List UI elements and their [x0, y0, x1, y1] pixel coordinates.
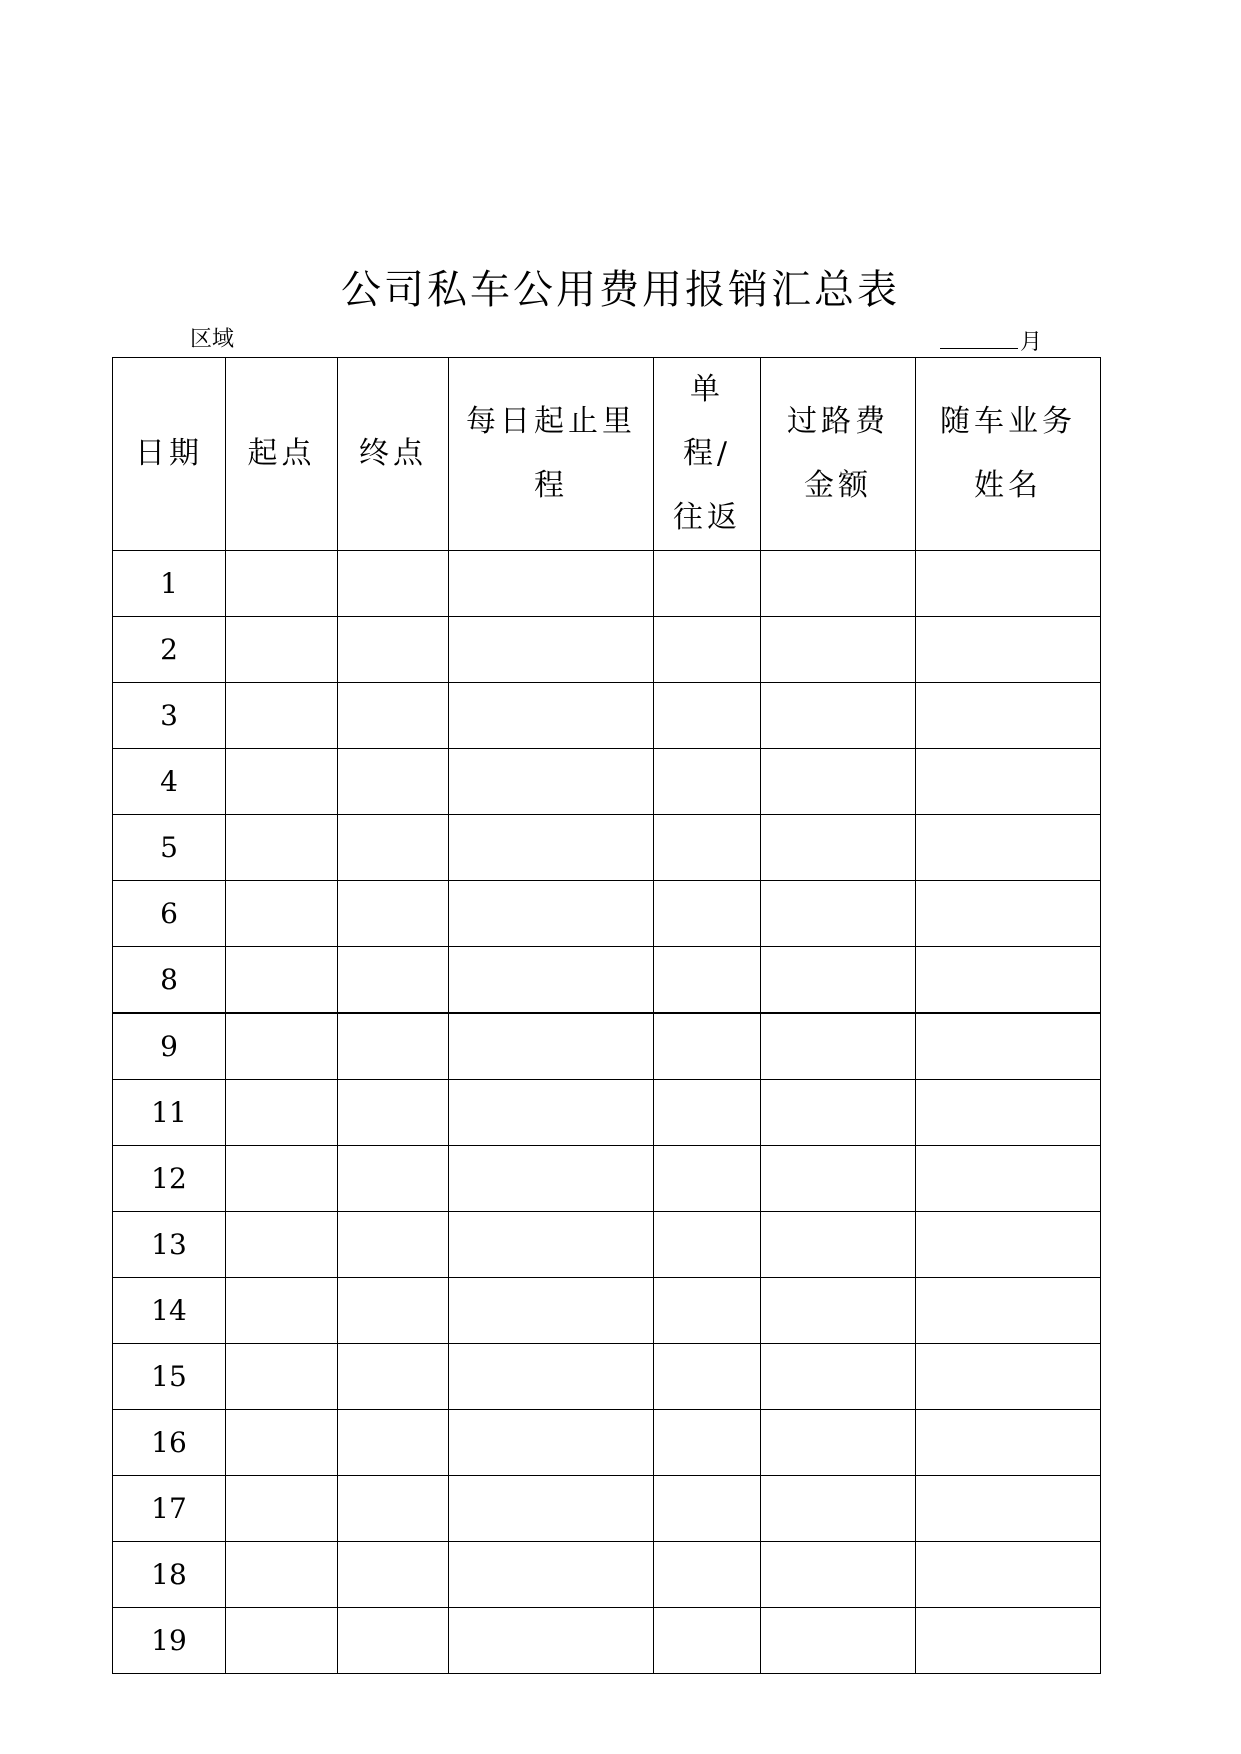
cell-trip-type[interactable] — [654, 1278, 761, 1344]
cell-end[interactable] — [338, 1410, 449, 1476]
cell-start[interactable] — [226, 1476, 338, 1542]
cell-start[interactable] — [226, 551, 338, 617]
cell-start[interactable] — [226, 1080, 338, 1146]
cell-staff[interactable] — [916, 1278, 1101, 1344]
row-date-cell: 18 — [113, 1542, 226, 1608]
cell-staff[interactable] — [916, 1344, 1101, 1410]
table-row — [113, 749, 1101, 815]
cell-toll[interactable] — [761, 1542, 916, 1608]
cell-end[interactable] — [338, 551, 449, 617]
table-row — [113, 1476, 1101, 1542]
cell-trip-type[interactable] — [654, 749, 761, 815]
table-row — [113, 683, 1101, 749]
row-date-cell: 3 — [113, 683, 226, 749]
page-title: 公司私车公用费用报销汇总表 — [341, 267, 900, 313]
cell-staff[interactable] — [916, 1080, 1101, 1146]
table-row — [113, 1080, 1101, 1146]
row-date-cell: 9 — [113, 1013, 226, 1080]
cell-mileage[interactable] — [449, 551, 654, 617]
cell-staff[interactable] — [916, 551, 1101, 617]
cell-trip-type[interactable] — [654, 1410, 761, 1476]
cell-start[interactable] — [226, 1146, 338, 1212]
cell-trip-type[interactable] — [654, 683, 761, 749]
cell-toll[interactable] — [761, 947, 916, 1014]
cell-staff[interactable] — [916, 1476, 1101, 1542]
table-row — [113, 1410, 1101, 1476]
cell-trip-type[interactable] — [654, 1608, 761, 1674]
cell-toll[interactable] — [761, 1608, 916, 1674]
cell-staff[interactable] — [916, 815, 1101, 881]
cell-start[interactable] — [226, 1212, 338, 1278]
cell-staff[interactable] — [916, 881, 1101, 947]
cell-mileage[interactable] — [449, 1013, 654, 1080]
cell-end[interactable] — [338, 1278, 449, 1344]
table-row — [113, 815, 1101, 881]
row-date-cell: 12 — [113, 1146, 226, 1212]
cell-end[interactable] — [338, 683, 449, 749]
table-row — [113, 1212, 1101, 1278]
month-label: 月 — [1020, 330, 1043, 355]
table-row — [113, 1542, 1101, 1608]
cell-toll[interactable] — [761, 1146, 916, 1212]
cell-mileage[interactable] — [449, 1344, 654, 1410]
cell-trip-type[interactable] — [654, 815, 761, 881]
cell-trip-type[interactable] — [654, 551, 761, 617]
cell-start[interactable] — [226, 1013, 338, 1080]
table-row — [113, 1146, 1101, 1212]
cell-staff[interactable] — [916, 1608, 1101, 1674]
cell-mileage[interactable] — [449, 1278, 654, 1344]
cell-toll[interactable] — [761, 1212, 916, 1278]
header-staff: 随车业务姓名 — [916, 358, 1101, 551]
cell-end[interactable] — [338, 1608, 449, 1674]
row-date-cell: 8 — [113, 947, 226, 1014]
row-date-cell: 1 — [113, 551, 226, 617]
cell-trip-type[interactable] — [654, 881, 761, 947]
row-date-cell: 14 — [113, 1278, 226, 1344]
row-date-cell: 19 — [113, 1608, 226, 1674]
cell-mileage[interactable] — [449, 1212, 654, 1278]
header-trip-type: 单程/往返 — [654, 358, 761, 551]
cell-end[interactable] — [338, 1476, 449, 1542]
cell-toll[interactable] — [761, 1410, 916, 1476]
cell-staff[interactable] — [916, 947, 1101, 1014]
row-date-cell: 15 — [113, 1344, 226, 1410]
cell-mileage[interactable] — [449, 947, 654, 1014]
cell-toll[interactable] — [761, 617, 916, 683]
cell-mileage[interactable] — [449, 617, 654, 683]
table-row — [113, 1608, 1101, 1674]
cell-start[interactable] — [226, 1542, 338, 1608]
cell-mileage[interactable] — [449, 1476, 654, 1542]
cell-trip-type[interactable] — [654, 617, 761, 683]
cell-mileage[interactable] — [449, 815, 654, 881]
cell-staff[interactable] — [916, 1542, 1101, 1608]
cell-end[interactable] — [338, 881, 449, 947]
row-date-cell: 2 — [113, 617, 226, 683]
cell-end[interactable] — [338, 815, 449, 881]
cell-trip-type[interactable] — [654, 1542, 761, 1608]
row-date-cell: 11 — [113, 1080, 226, 1146]
cell-end[interactable] — [338, 1146, 449, 1212]
cell-trip-type[interactable] — [654, 1013, 761, 1080]
cell-toll[interactable] — [761, 815, 916, 881]
cell-start[interactable] — [226, 1410, 338, 1476]
cell-mileage[interactable] — [449, 1146, 654, 1212]
cell-staff[interactable] — [916, 617, 1101, 683]
cell-staff[interactable] — [916, 1146, 1101, 1212]
cell-end[interactable] — [338, 617, 449, 683]
header-end: 终点 — [338, 358, 449, 551]
table-row — [113, 1344, 1101, 1410]
region-label: 区域 — [190, 327, 235, 352]
cell-toll[interactable] — [761, 683, 916, 749]
cell-mileage[interactable] — [449, 1080, 654, 1146]
cell-trip-type[interactable] — [654, 1080, 761, 1146]
cell-mileage[interactable] — [449, 1608, 654, 1674]
cell-end[interactable] — [338, 749, 449, 815]
month-field — [940, 326, 1042, 357]
cell-toll[interactable] — [761, 1344, 916, 1410]
cell-trip-type[interactable] — [654, 1212, 761, 1278]
cell-trip-type[interactable] — [654, 1476, 761, 1542]
cell-end[interactable] — [338, 1013, 449, 1080]
table-row — [113, 617, 1101, 683]
cell-toll[interactable] — [761, 1080, 916, 1146]
cell-end[interactable] — [338, 1212, 449, 1278]
header-start: 起点 — [226, 358, 338, 551]
cell-trip-type[interactable] — [654, 1344, 761, 1410]
cell-end[interactable] — [338, 1344, 449, 1410]
cell-staff[interactable] — [916, 1013, 1101, 1080]
row-date-cell: 4 — [113, 749, 226, 815]
cell-toll[interactable] — [761, 1013, 916, 1080]
row-date-cell: 6 — [113, 881, 226, 947]
header-toll: 过路费金额 — [761, 358, 916, 551]
cell-mileage[interactable] — [449, 749, 654, 815]
cell-start[interactable] — [226, 1344, 338, 1410]
cell-start[interactable] — [226, 617, 338, 683]
table-row — [113, 1278, 1101, 1344]
header-date: 日期 — [113, 358, 226, 551]
row-date-cell: 5 — [113, 815, 226, 881]
cell-staff[interactable] — [916, 749, 1101, 815]
row-date-cell: 13 — [113, 1212, 226, 1278]
row-date-cell: 16 — [113, 1410, 226, 1476]
header-row — [113, 358, 1101, 551]
expense-table — [112, 357, 1101, 1674]
cell-staff[interactable] — [916, 1212, 1101, 1278]
cell-start[interactable] — [226, 815, 338, 881]
table-row — [113, 881, 1101, 947]
row-date-cell: 17 — [113, 1476, 226, 1542]
month-input-line[interactable] — [940, 326, 1018, 349]
cell-mileage[interactable] — [449, 1410, 654, 1476]
cell-toll[interactable] — [761, 1278, 916, 1344]
cell-start[interactable] — [226, 683, 338, 749]
cell-staff[interactable] — [916, 1410, 1101, 1476]
cell-start[interactable] — [226, 749, 338, 815]
cell-start[interactable] — [226, 1608, 338, 1674]
cell-trip-type[interactable] — [654, 947, 761, 1014]
cell-staff[interactable] — [916, 683, 1101, 749]
cell-end[interactable] — [338, 1080, 449, 1146]
cell-toll[interactable] — [761, 881, 916, 947]
cell-start[interactable] — [226, 947, 338, 1014]
cell-toll[interactable] — [761, 551, 916, 617]
cell-end[interactable] — [338, 1542, 449, 1608]
cell-toll[interactable] — [761, 1476, 916, 1542]
cell-mileage[interactable] — [449, 1542, 654, 1608]
cell-trip-type[interactable] — [654, 1146, 761, 1212]
cell-mileage[interactable] — [449, 881, 654, 947]
cell-toll[interactable] — [761, 749, 916, 815]
table-row — [113, 551, 1101, 617]
cell-end[interactable] — [338, 947, 449, 1014]
cell-start[interactable] — [226, 1278, 338, 1344]
cell-start[interactable] — [226, 881, 338, 947]
table-row — [113, 1013, 1101, 1080]
cell-mileage[interactable] — [449, 683, 654, 749]
header-mileage: 每日起止里程 — [449, 358, 654, 551]
table-row — [113, 947, 1101, 1014]
